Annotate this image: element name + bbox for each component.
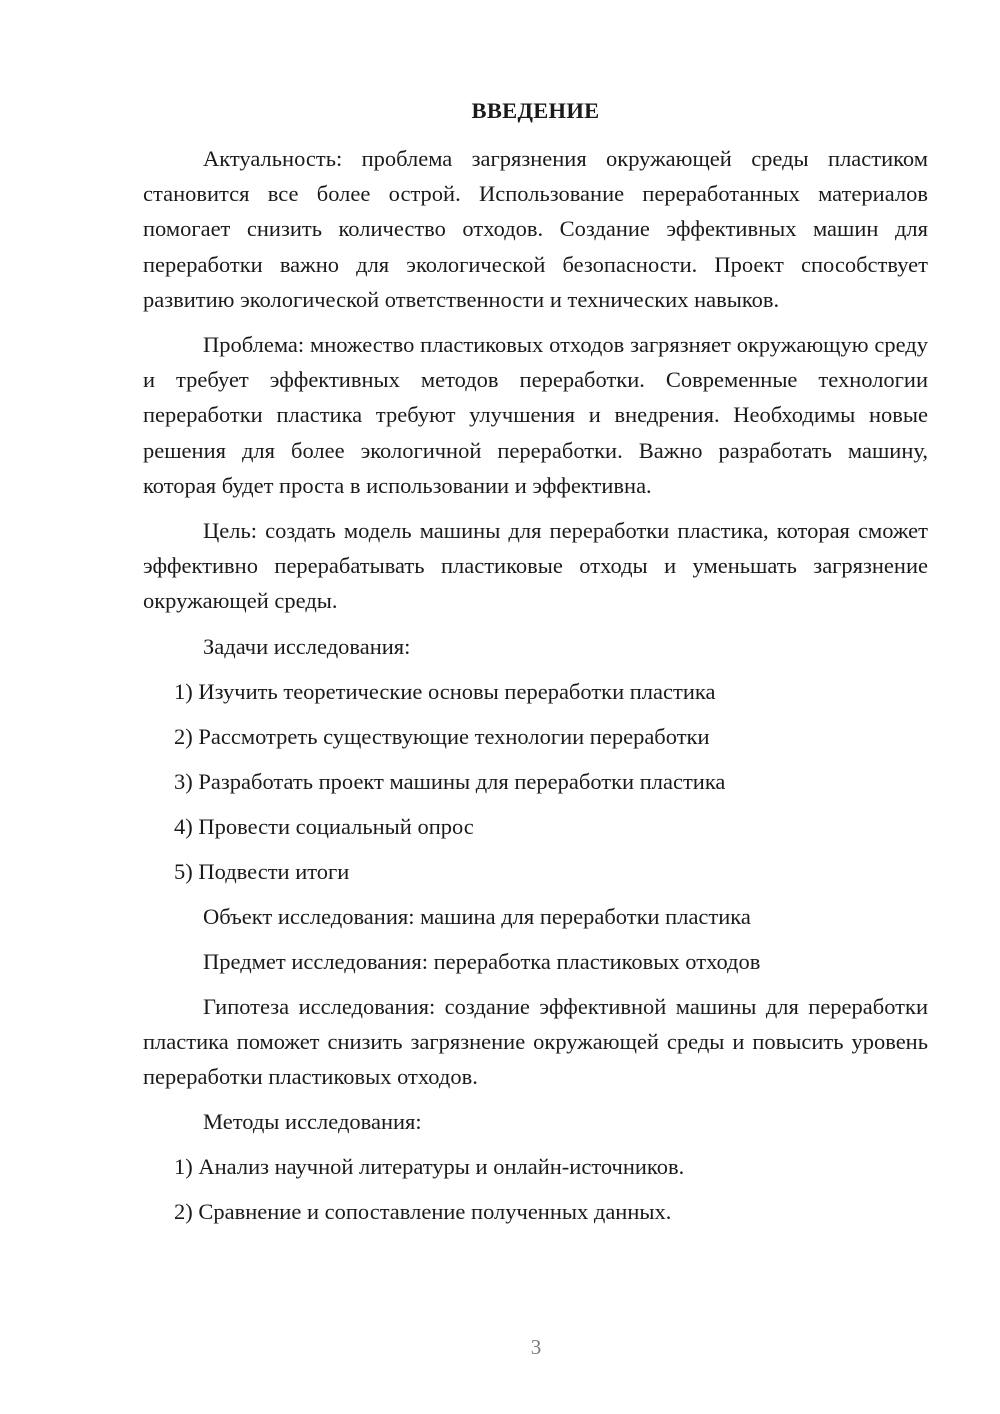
task-item: 2) Рассмотреть существующие технологии переработки: [174, 723, 710, 749]
page-number: 3: [530, 1335, 542, 1359]
hypothesis-paragraph: Гипотеза исследования: создание эффективной машины для переработки пластика поможет снизить загрязнение окружающей среды и повысить уровень переработки пластиковых отходов.: [143, 993, 928, 1090]
task-item: 1) Изучить теоретические основы переработки пластика: [174, 678, 716, 704]
task-item: 5) Подвести итоги: [174, 858, 350, 884]
method-item: 1) Анализ научной литературы и онлайн-источников.: [174, 1154, 685, 1180]
method-item: 2) Сравнение и сопоставление полученных данных.: [174, 1199, 672, 1225]
research-subject: Предмет исследования: переработка пластиковых отходов: [203, 948, 761, 974]
relevance-paragraph: Актуальность: проблема загрязнения окружающей среды пластиком становится все более острой. Использование переработанных материалов помогает снизить количество отходов. Создание эффективных машин для переработки важно для экологической безопасности. Проект способствует развитию экологической ответственности и технических навыков.: [143, 146, 928, 312]
problem-paragraph: Проблема: множество пластиковых отходов загрязняет окружающую среду и требует эффективных методов переработки. Современные технологии переработки пластика требуют улучшения и внедрения. Необходимы новые решения для более экологичной переработки. Важно разработать машину, которая будет проста в использовании и эффективна.: [143, 332, 928, 498]
task-item: 4) Провести социальный опрос: [174, 813, 474, 839]
task-item: 3) Разработать проект машины для переработки пластика: [174, 768, 726, 794]
page-content: [143, 95, 928, 1239]
goal-paragraph: Цель: создать модель машины для переработки пластика, которая сможет эффективно перерабатывать пластиковые отходы и уменьшать загрязнение окружающей среды.: [143, 518, 928, 614]
section-heading: ВВЕДЕНИЕ: [471, 98, 600, 123]
methods-title: Методы исследования:: [203, 1109, 422, 1135]
research-object: Объект исследования: машина для переработки пластика: [203, 903, 751, 929]
tasks-title: Задачи исследования:: [203, 633, 411, 659]
